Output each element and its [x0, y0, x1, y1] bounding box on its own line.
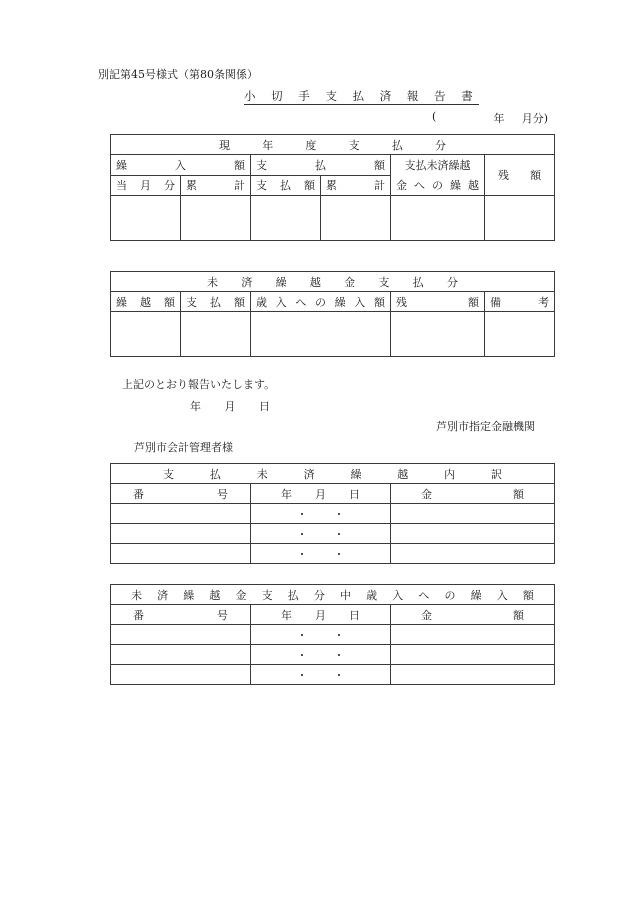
entry-cell[interactable] — [111, 196, 181, 241]
period-year: 年 — [493, 112, 505, 125]
header-char: 残 — [498, 169, 509, 182]
entry-cell[interactable] — [251, 312, 391, 357]
header-char: 号 — [217, 487, 228, 501]
table4-title-char: へ — [418, 588, 430, 602]
date-month: 月 — [224, 400, 236, 413]
form-reference: 別記第45号様式（第80条関係） — [98, 68, 258, 81]
table2-title-char: 払 — [412, 275, 424, 289]
date-year: 年 — [190, 400, 201, 413]
header-shiharaigaku — [181, 292, 251, 312]
table4-title-char: 分 — [313, 588, 325, 602]
table3-title-char: 越 — [397, 467, 409, 481]
header-char: 入 — [175, 158, 186, 172]
table4-title-char: 入 — [496, 588, 508, 602]
header-char: 支 — [186, 295, 197, 309]
table2-entry-row — [111, 312, 555, 357]
header-char: 考 — [538, 295, 550, 309]
table4-title-char: 金 — [235, 588, 247, 602]
revenue-transfer-breakdown-table — [110, 584, 555, 685]
header-char: 繰 — [116, 158, 127, 172]
header-char: の — [432, 179, 443, 192]
date-separator: ・ — [296, 668, 308, 682]
header-char: 払 — [210, 295, 221, 309]
table3-title-char: 支 — [163, 467, 174, 481]
entry-cell[interactable] — [111, 524, 251, 544]
header-char: 額 — [164, 295, 175, 309]
date-entry-cell[interactable] — [251, 504, 391, 524]
table3-entry-row — [111, 544, 555, 564]
entry-cell[interactable] — [251, 196, 321, 241]
header-char: 額 — [374, 158, 385, 172]
header-shiharaigaku — [251, 175, 321, 196]
table2-title-char: 繰 — [275, 275, 287, 289]
table3-title-char: 未 — [256, 467, 268, 481]
table2-title-char: 未 — [207, 275, 218, 289]
table1-title-char: 度 — [305, 138, 317, 152]
addressee-name: 芦別市会計管理者様 — [134, 441, 233, 454]
header-zangaku — [485, 155, 555, 196]
entry-cell[interactable] — [111, 665, 251, 685]
entry-cell[interactable] — [181, 196, 251, 241]
entry-cell[interactable] — [485, 196, 555, 241]
date-entry-cell[interactable] — [251, 645, 391, 665]
header-char: 金 — [421, 608, 432, 622]
table3-title-char: 済 — [303, 467, 315, 481]
date-separator: ・ — [296, 628, 308, 642]
header-shiharai — [251, 155, 391, 176]
header-mibarai: 支払未済繰越 — [404, 159, 471, 172]
header-togetsu — [111, 175, 181, 196]
table4-title-char: 歳 — [366, 588, 378, 602]
header-ruikei — [181, 175, 251, 196]
header-char: 日 — [349, 487, 360, 501]
period-open: ( — [432, 110, 437, 123]
entry-cell[interactable] — [391, 524, 555, 544]
unpaid-carryover-payment-table — [110, 271, 555, 357]
header-kurinyu — [111, 155, 251, 176]
header-kingaku — [391, 484, 555, 504]
date-separator: ・ — [333, 628, 345, 642]
table2-title-cell — [111, 272, 555, 292]
entry-cell[interactable] — [391, 665, 555, 685]
date-day: 日 — [259, 400, 270, 413]
table4-title-char: 入 — [392, 588, 404, 602]
period-month: 月分) — [521, 112, 548, 125]
header-char: 越 — [140, 295, 151, 309]
header-char: 支 — [256, 158, 267, 172]
header-char: 払 — [280, 179, 291, 193]
entry-cell[interactable] — [391, 544, 555, 564]
table1-title-char: 分 — [435, 138, 447, 152]
table4-title-char: 未 — [131, 588, 142, 602]
table1-title-char: 支 — [348, 138, 360, 152]
unpaid-carryover-breakdown-table — [110, 463, 555, 564]
date-separator: ・ — [333, 547, 345, 561]
date-separator: ・ — [333, 648, 345, 662]
entry-cell[interactable] — [391, 625, 555, 645]
document-title-text: 小 切 手 支 払 済 報 告 書 — [244, 89, 479, 103]
date-separator: ・ — [333, 527, 345, 541]
table3-entry-row — [111, 504, 555, 524]
table2-title-char: 済 — [241, 275, 253, 289]
entry-cell[interactable] — [181, 312, 251, 357]
table3-entry-row — [111, 524, 555, 544]
header-date — [251, 605, 391, 625]
header-char: 年 — [281, 608, 292, 622]
entry-cell[interactable] — [391, 504, 555, 524]
table1-entry-row — [111, 196, 555, 241]
current-year-payment-table — [110, 134, 555, 241]
date-separator: ・ — [296, 507, 308, 521]
entry-cell[interactable] — [321, 196, 391, 241]
header-char: 計 — [234, 179, 245, 193]
header-char: へ — [414, 179, 425, 192]
header-char: 払 — [315, 158, 326, 172]
table2-title-char: 分 — [446, 275, 458, 289]
table1-title-cell — [111, 135, 555, 155]
issuer-name: 芦別市指定金融機関 — [436, 420, 535, 433]
table3-title-char: 内 — [444, 467, 456, 481]
entry-cell[interactable] — [111, 645, 251, 665]
header-char: 累 — [326, 179, 337, 193]
header-char: 歳 — [256, 295, 267, 309]
header-char: 額 — [234, 295, 245, 309]
table1-title-char: 現 — [219, 138, 230, 152]
header-date — [251, 484, 391, 504]
table1-title-char: 年 — [262, 138, 274, 152]
header-char: 月 — [315, 487, 326, 501]
table4-title-char: 繰 — [470, 588, 482, 602]
table4-title-char: の — [444, 588, 456, 602]
table4-title-char: 中 — [340, 588, 351, 602]
date-entry-cell[interactable] — [251, 625, 391, 645]
header-char: 備 — [490, 295, 501, 309]
header-char: 分 — [164, 179, 175, 193]
table4-title-char: 払 — [287, 588, 299, 602]
header-kingaku — [391, 605, 555, 625]
report-statement: 上記のとおり報告いたします。 — [122, 378, 276, 391]
header-char: 入 — [354, 295, 366, 309]
table4-title-cell — [111, 585, 555, 605]
table3-title-cell — [111, 464, 555, 484]
date-separator: ・ — [296, 547, 308, 561]
table4-entry-row — [111, 645, 555, 665]
header-char: 日 — [349, 608, 360, 622]
header-kurikoshigaku — [111, 292, 181, 312]
header-char: 繰 — [334, 295, 346, 309]
date-entry-cell[interactable] — [251, 665, 391, 685]
header-char: 金 — [396, 179, 407, 192]
header-char: 支 — [256, 179, 267, 193]
entry-cell[interactable] — [111, 544, 251, 564]
date-separator: ・ — [296, 648, 308, 662]
table3-title-char: 訳 — [491, 467, 503, 481]
header-ruikei — [321, 175, 391, 196]
header-mibarai-kurikoshi — [391, 155, 485, 196]
header-char: 額 — [234, 158, 245, 172]
header-char: 番 — [133, 608, 144, 622]
entry-cell[interactable] — [111, 625, 251, 645]
header-zangaku — [391, 292, 485, 312]
header-char: 額 — [304, 179, 315, 193]
table2-title-char: 金 — [344, 275, 356, 289]
header-char: 額 — [468, 295, 479, 309]
header-char: 越 — [468, 179, 479, 192]
header-char: 額 — [513, 487, 525, 501]
header-char: 繰 — [450, 179, 461, 192]
header-char: 累 — [186, 179, 197, 193]
entry-cell[interactable] — [111, 504, 251, 524]
header-char: 入 — [275, 295, 287, 309]
header-char: 繰 — [116, 295, 127, 309]
entry-cell[interactable] — [391, 196, 485, 241]
table2-title-char: 越 — [309, 275, 321, 289]
entry-cell[interactable] — [391, 645, 555, 665]
header-char: 号 — [217, 608, 228, 622]
header-char: へ — [295, 295, 307, 309]
entry-cell[interactable] — [111, 312, 181, 357]
header-bango — [111, 605, 251, 625]
date-separator: ・ — [333, 507, 345, 521]
header-biko — [485, 292, 555, 312]
date-entry-cell[interactable] — [251, 544, 391, 564]
header-char: 番 — [133, 487, 144, 501]
header-char: 月 — [315, 608, 326, 622]
header-char: 額 — [530, 169, 542, 182]
header-char: 計 — [374, 179, 385, 193]
entry-cell[interactable] — [391, 312, 485, 357]
header-char: の — [314, 295, 326, 309]
date-separator: ・ — [296, 527, 308, 541]
header-char: 年 — [281, 487, 292, 501]
table4-title-char: 支 — [261, 588, 273, 602]
table4-title-char: 済 — [157, 588, 169, 602]
header-char: 額 — [513, 608, 525, 622]
table1-title-char: 払 — [391, 138, 403, 152]
header-bango — [111, 484, 251, 504]
date-separator: ・ — [333, 668, 345, 682]
header-char: 残 — [396, 295, 407, 309]
report-date — [190, 398, 270, 414]
table2-title-char: 支 — [378, 275, 390, 289]
date-entry-cell[interactable] — [251, 524, 391, 544]
header-sainyu-kurinyu — [251, 292, 391, 312]
table3-title-char: 払 — [209, 467, 221, 481]
header-char: 月 — [140, 179, 151, 193]
table4-entry-row — [111, 625, 555, 645]
header-char: 金 — [421, 487, 432, 501]
table4-title-char: 越 — [209, 588, 221, 602]
table3-title-char: 繰 — [350, 467, 362, 481]
document-title — [244, 88, 479, 104]
header-char: 当 — [116, 179, 127, 193]
table4-title-char: 繰 — [183, 588, 195, 602]
table4-entry-row — [111, 665, 555, 685]
report-period — [432, 110, 548, 126]
header-char: 額 — [373, 295, 385, 309]
entry-cell[interactable] — [485, 312, 555, 357]
table4-title-char: 額 — [522, 588, 534, 602]
